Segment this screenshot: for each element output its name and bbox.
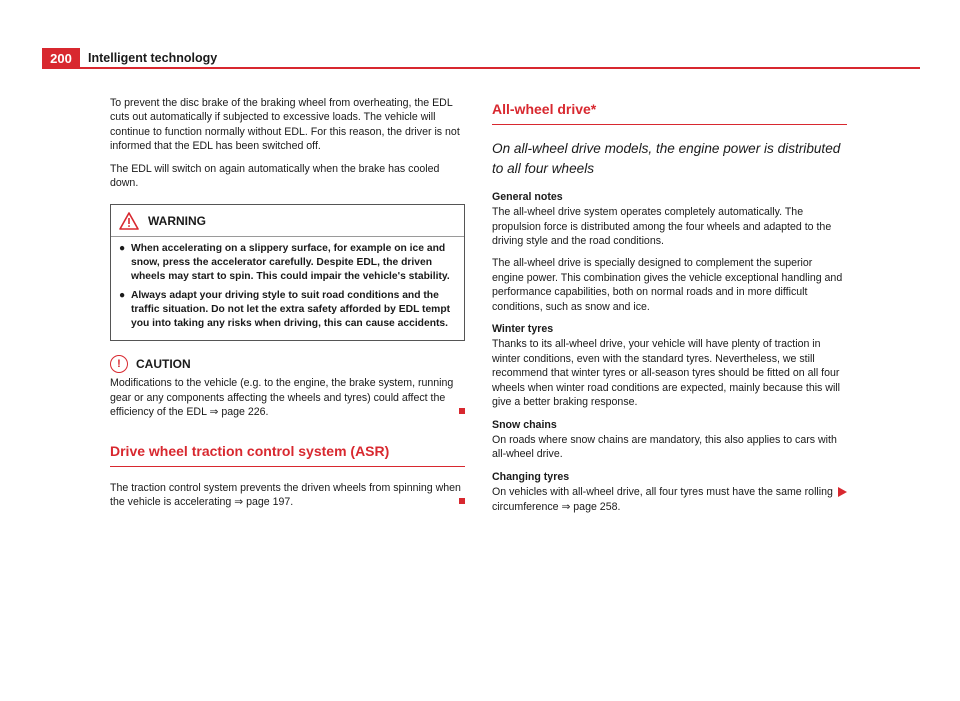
general-notes-p1: The all-wheel drive system operates completely automatically. The propulsion force is distributed among the four wheels and adapted to the driving style and the road conditions. [492,206,832,248]
continue-arrow-icon [838,487,847,497]
warning-header [111,205,464,237]
asr-text: The traction control system prevents the driven wheels from spinning when the vehicle is accelerating ⇒ page 197. [110,481,461,509]
warning-triangle-icon [119,212,139,230]
changing-tyres-heading: Changing tyres [492,470,570,483]
warning-item [119,242,456,284]
warning-item-text: When accelerating on a slippery surface, for example on ice and snow, press the accelerator carefully. Despite EDL, the driven wheels may start to spin. This could impair the vehicle's stability. [131,243,450,283]
warning-item-text: Always adapt your driving style to suit road conditions and the traffic situation. Do not let the extra safety afforded by EDL tempt you into taking any risks when driving, this can cause accidents. [131,290,451,330]
changing-tyres-paragraph [492,485,847,514]
awd-subtitle: On all-wheel drive models, the engine power is distributed to all four wheels [492,141,841,177]
warning-item [119,289,456,331]
caution-paragraph [110,376,465,419]
running-header-title: Intelligent technology [88,51,218,65]
right-column [492,100,847,522]
page-number: 200 [42,48,80,69]
general-notes-p2: The all-wheel drive is specially designed to complement the superior engine power. This combination gives the vehicle exceptional handling and performance capabilities, both on normal roads and in more difficult conditions, such as snow and ice. [492,257,843,313]
end-square-icon [459,498,465,504]
asr-paragraph [110,481,465,510]
header-divider [42,67,920,69]
caution-text: Modifications to the vehicle (e.g. to the engine, the brake system, running gear or any components affecting the wheels and tyres) could affect the efficiency of the EDL ⇒ page 226. [110,377,454,419]
asr-section-title: Drive wheel traction control system (ASR) [110,442,465,467]
warning-box [110,204,465,341]
snow-chains-heading: Snow chains [492,418,557,431]
changing-tyres-text: On vehicles with all-wheel drive, all four tyres must have the same rolling circumference ⇒ page 258. [492,486,833,513]
warning-title: WARNING [148,214,206,229]
caution-title: CAUTION [136,357,191,372]
general-notes-heading: General notes [492,190,563,203]
warning-body [111,237,464,340]
winter-tyres-heading: Winter tyres [492,323,554,336]
bullet-dot: ● [119,243,126,255]
winter-tyres-paragraph: Thanks to its all-wheel drive, your vehicle will have plenty of traction in winter conditions, even with the standard tyres. Nevertheless, we still recommend that winter tyres or all-season tyres should be fitted on all four wheels when winter road conditions are expected, mainly because this will give a better braking response. [492,338,841,409]
snow-chains-paragraph: On roads where snow chains are mandatory, this also applies to cars with all-wheel drive. [492,433,837,461]
end-square-icon [459,408,465,414]
left-column [110,96,465,518]
awd-section-title: All-wheel drive* [492,100,847,125]
caution-header [110,355,465,373]
caution-exclamation-icon: ! [110,355,128,373]
edl-overheat-paragraph: To prevent the disc brake of the braking wheel from overheating, the EDL cuts out automatically if subjected to excessive loads. The vehicle will continue to function normally without EDL. For this reason, the driver is not informed that the EDL has been switched off. [110,97,460,153]
edl-reactivate-paragraph: The EDL will switch on again automatically when the brake has cooled down. [110,162,440,190]
bullet-dot: ● [119,290,126,302]
